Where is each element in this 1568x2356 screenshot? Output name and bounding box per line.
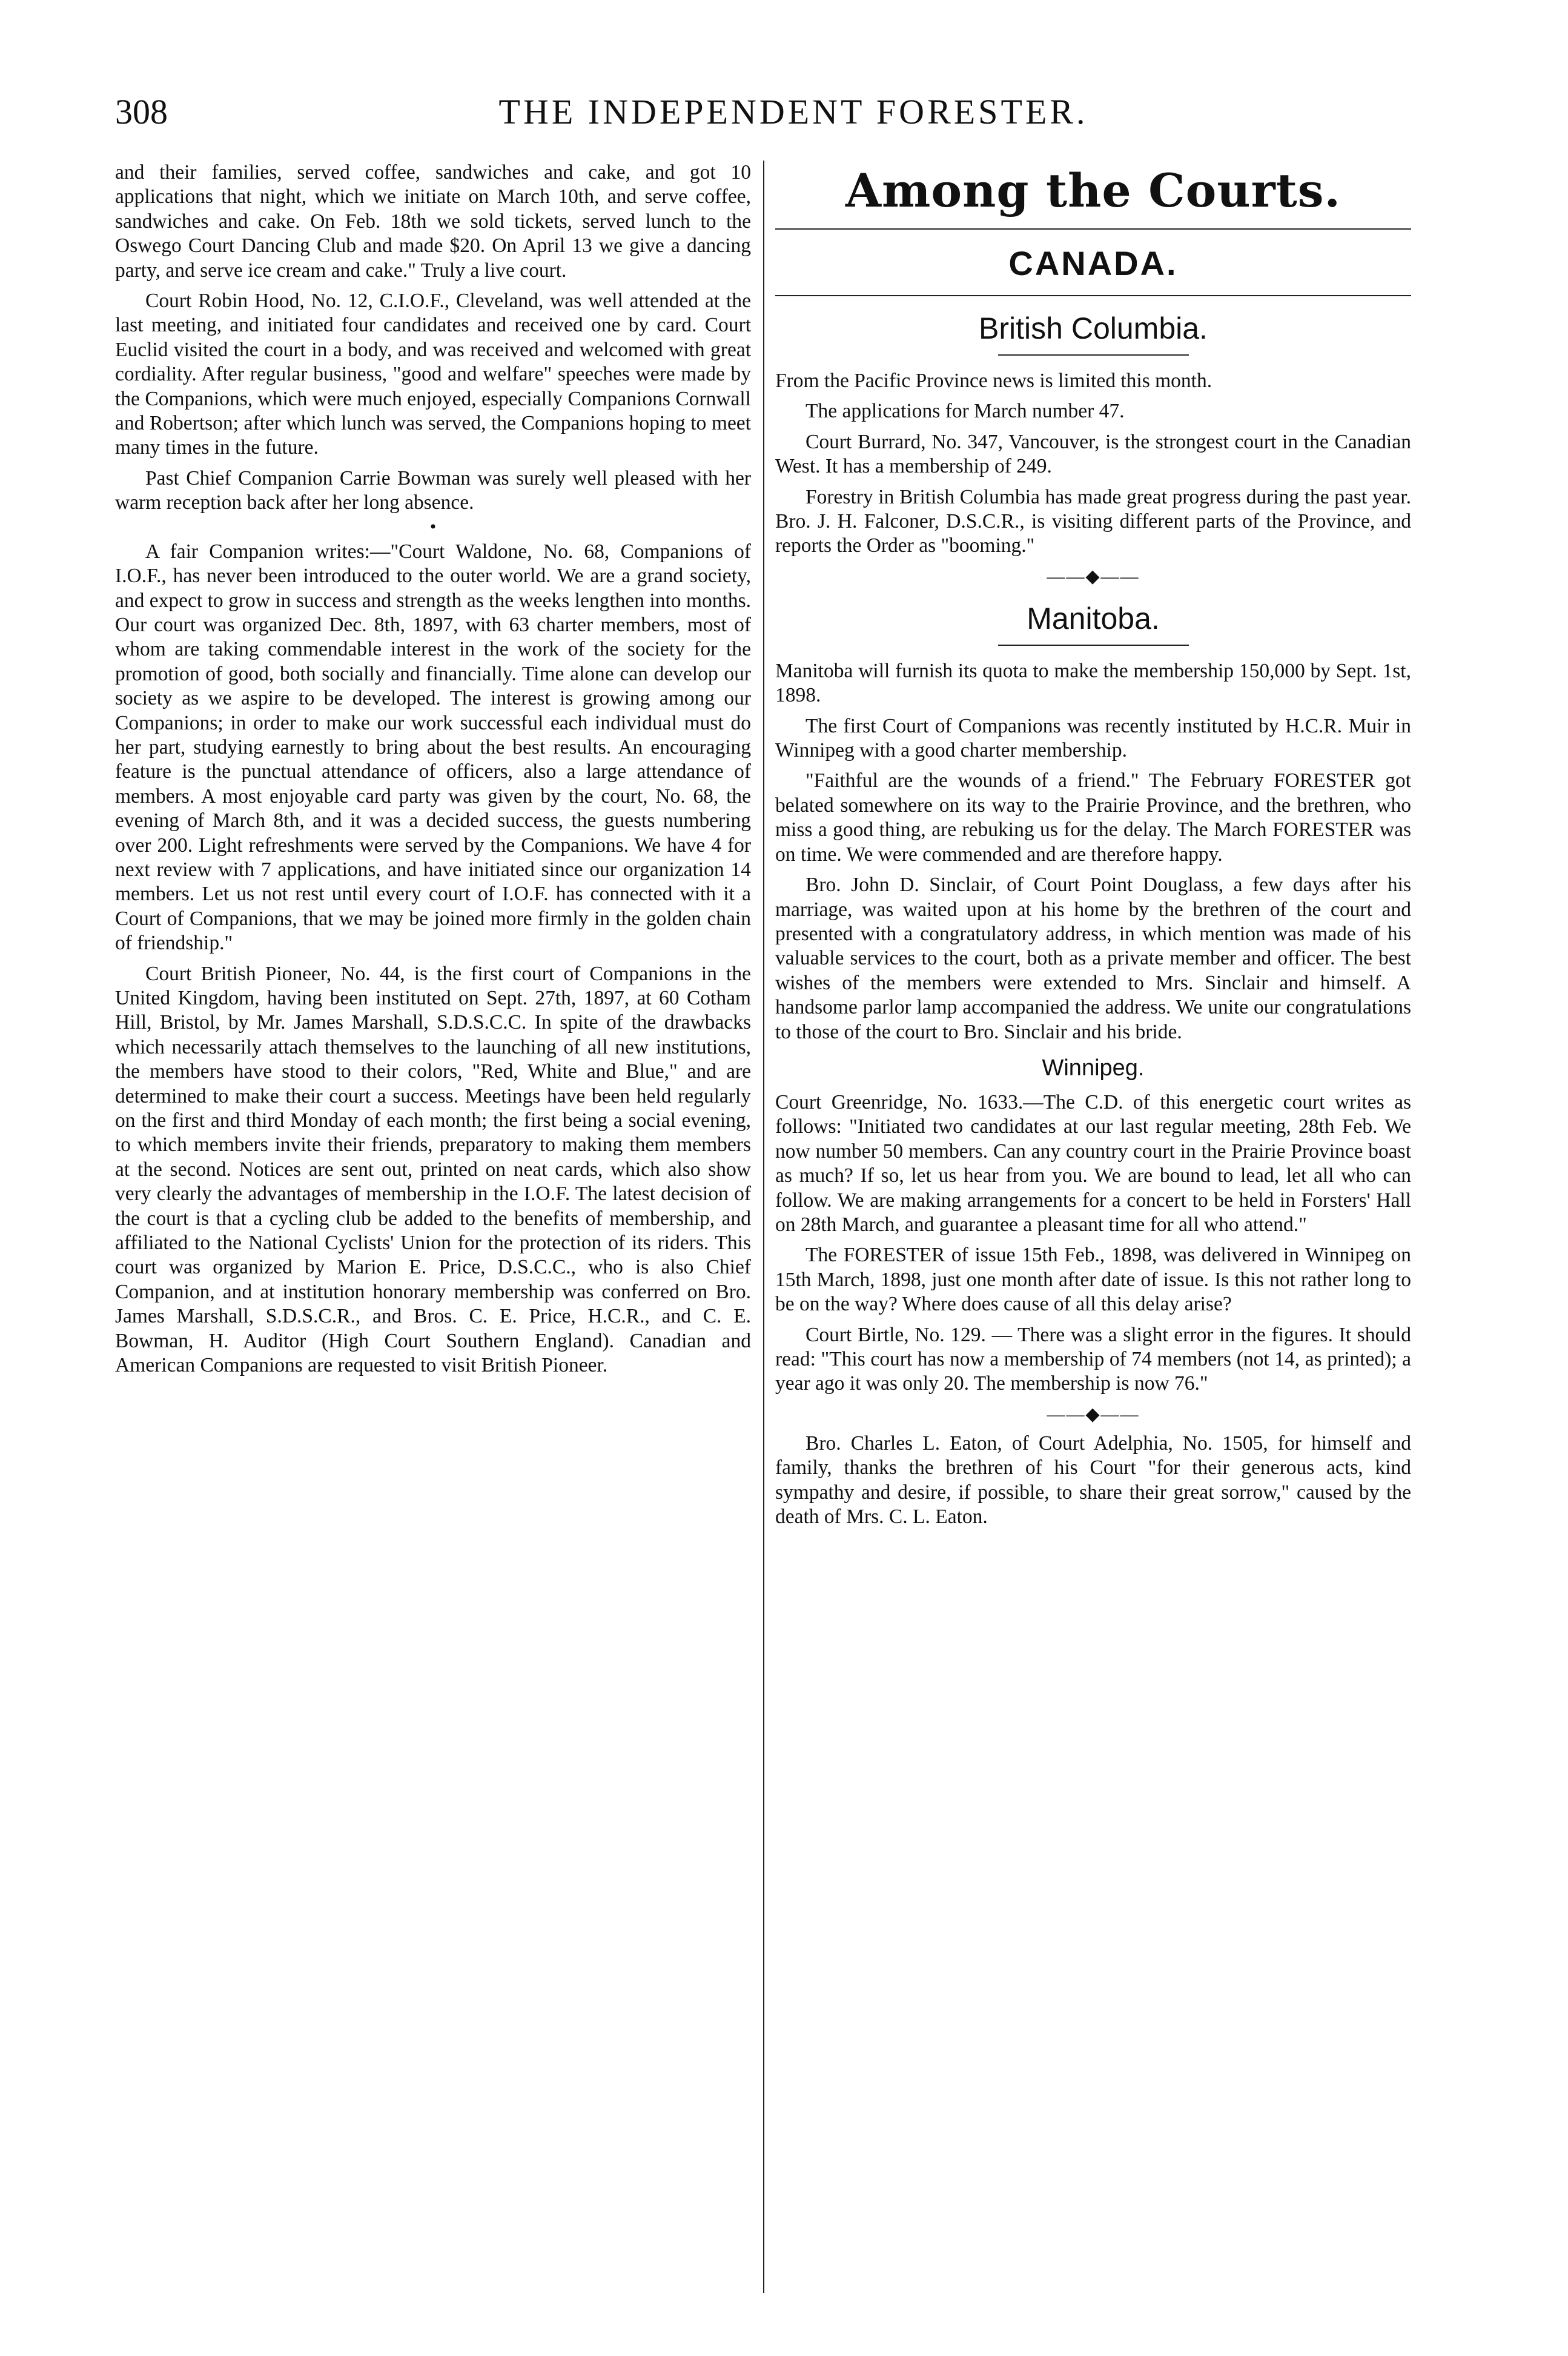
paragraph-bc-forestry: Forestry in British Columbia has made great progress during the past year. Bro. J. H. Falconer, D.S.C.R., is visiting different parts of the Province, and reports the Order as "booming." [775, 485, 1411, 557]
paragraph-court-birtle: Court Birtle, No. 129. — There was a slight error in the figures. It should read: "This court has now a membership of 74 members (not 14, as printed); a year ago it was only 20. The membership is now 76." [775, 1323, 1411, 1395]
country-rule [775, 295, 1411, 296]
separator-dot: • [429, 516, 437, 537]
running-title: THE INDEPENDENT FORESTER. [498, 92, 1088, 131]
heading-winnipeg: Winnipeg. [1042, 1055, 1145, 1081]
section-rule [775, 228, 1411, 230]
paragraph-charles-eaton: Bro. Charles L. Eaton, of Court Adelphia, No. 1505, for himself and family, thanks the brethren of his Court "for their generous acts, kind sympathy and desire, if possible, to share their great sorrow," caused by the death of Mrs. C. L. Eaton. [775, 1432, 1411, 1528]
section-title: Among the Courts. [845, 164, 1341, 217]
left-column [115, 161, 751, 2293]
paragraph-manitoba-companions: The first Court of Companions was recently instituted by H.C.R. Muir in Winnipeg with a good charter membership. [775, 714, 1411, 762]
paragraph-manitoba-forester: "Faithful are the wounds of a friend." The February FORESTER got belated somewhere on its way to the Prairie Province, and the brethren, who miss a good thing, are rebuking us for the delay. The March FORESTER was on time. We were commended and are therefore happy. [775, 769, 1411, 866]
page-header [115, 91, 1472, 139]
paragraph-john-sinclair: Bro. John D. Sinclair, of Court Point Douglass, a few days after his marriage, was waited upon at his home by the brethren of the court and presented with a congratulatory address, in which mention was made of his valuable services to the court, both as a private member and officer. The best wishes of the members were extended to Mrs. Sinclair and himself. A handsome parlor lamp accompanied the address. We unite our congratulations to those of the court to Bro. Sinclair and his bride. [775, 874, 1411, 1043]
paragraph-carrie-bowman: Past Chief Companion Carrie Bowman was surely well pleased with her warm reception back after her long absence. [115, 466, 751, 514]
paragraph-oswego-continued: and their families, served coffee, sandwiches and cake, and got 10 applications that night, which we initiate on March 10th, and serve coffee, sandwiches and cake. On Feb. 18th we sold tickets, served lunch to the Oswego Court Dancing Club and made $20. On April 13 we give a dancing party, and serve ice cream and cake." Truly a live court. [115, 161, 751, 282]
ornament-divider: ——◆—— [1047, 566, 1140, 586]
heading-manitoba: Manitoba. [1027, 601, 1160, 635]
paragraph-court-british-pioneer: Court British Pioneer, No. 44, is the first court of Companions in the United Kingdom, having been instituted on Sept. 27th, 1897, at 60 Cotham Hill, Bristol, by Mr. James Marshall, S.D.S.C.C. In spite of the drawbacks which necessarily attach themselves to the launching of all new institutions, the members have stood to their colors, "Red, White and Blue," and are determined to make their court a success. Meetings have been held regularly on the first and third Monday of each month; the first being a social evening, to which members invite their friends, preparatory to making them members at the second. Notices are sent out, printed on neat cards, which also show very clearly the advantages of membership in the I.O.F. The latest decision of the court is that a cycling club be added to the benefits of membership, and affiliated to the National Cyclists' Union for the protection of its riders. This court was organized by Marion E. Price, D.S.C.C., who is also Chief Companion, and at institution honorary membership was conferred on Bro. James Marshall, S.D.S.C.R., and Bros. C. E. Price, H.C.R., and C. E. Bowman, H. Auditor (High Court Southern England). Canadian and American Companions are requested to visit British Pioneer. [115, 962, 751, 1377]
paragraph-court-robin-hood: Court Robin Hood, No. 12, C.I.O.F., Cleveland, was well attended at the last meeting, and initiated four candidates and received one by card. Court Euclid visited the court in a body, and was received and welcomed with great cordiality. After regular business, "good and welfare" speeches were made by the Companions, which were much enjoyed, especially Companions Cornwall and Robertson; after which lunch was served, the Companions hoping to meet many times in the future. [115, 290, 751, 459]
province-rule [998, 645, 1189, 646]
heading-british-columbia: British Columbia. [979, 311, 1208, 345]
paragraph-manitoba-quota: Manitoba will furnish its quota to make the membership 150,000 by Sept. 1st, 1898. [775, 659, 1411, 707]
paragraph-bc-applications: The applications for March number 47. [806, 400, 1125, 423]
ornament-divider: ——◆—— [1047, 1404, 1140, 1424]
column-divider [763, 161, 764, 2293]
paragraph-court-greenridge: Court Greenridge, No. 1633.—The C.D. of this energetic court writes as follows: "Initiated two candidates at our last regular meeting, 28th Feb. We now number 50 members. Can any country court in the Prairie Province boast as much? If so, let us hear from you. We are bound to lead, let all who can follow. We are making arrangements for a concert to be held in Forsters' Hall on 28th March, and guarantee a pleasant time for all who attend." [775, 1090, 1411, 1236]
page-number: 308 [115, 92, 168, 131]
paragraph-court-waldone: A fair Companion writes:—"Court Waldone, No. 68, Companions of I.O.F., has never been introduced to the outer world. We are a grand society, and expect to grow in success and strength as the weeks lengthen into months. Our court was organized Dec. 8th, 1897, with 63 charter members, most of whom are taking commendable interest in the work of the society for the promotion of good, both socially and financially. Time alone can develop our society as we aspire to be developed. The interest is growing among our Companions; in order to make our work successful each individual must do her part, studying earnestly to bring about the best results. An encouraging feature is the punctual attendance of officers, also a large attendance of members. A most enjoyable card party was given by the court, No. 68, the evening of March 8th, and it was a decided success, the guests numbering over 200. Light refreshments were served by the Companions. We have 4 for next review with 7 applications, and have initiated since our organization 14 members. Let us not rest until every court of I.O.F. has connected with it a Court of Companions, that we may be joined more firmly in the golden chain of friendship." [115, 540, 751, 955]
province-rule [998, 354, 1189, 356]
country-heading: CANADA. [1008, 244, 1178, 282]
paragraph-court-burrard: Court Burrard, No. 347, Vancouver, is the strongest court in the Canadian West. It has a membership of 249. [775, 430, 1411, 478]
right-column [775, 161, 1411, 2293]
paragraph-forester-delay: The FORESTER of issue 15th Feb., 1898, was delivered in Winnipeg on 15th March, 1898, just one month after date of issue. Is this not rather long to be on the way? Where does cause of all this delay arise? [775, 1244, 1411, 1316]
paragraph-bc-news: From the Pacific Province news is limited this month. [775, 370, 1212, 392]
